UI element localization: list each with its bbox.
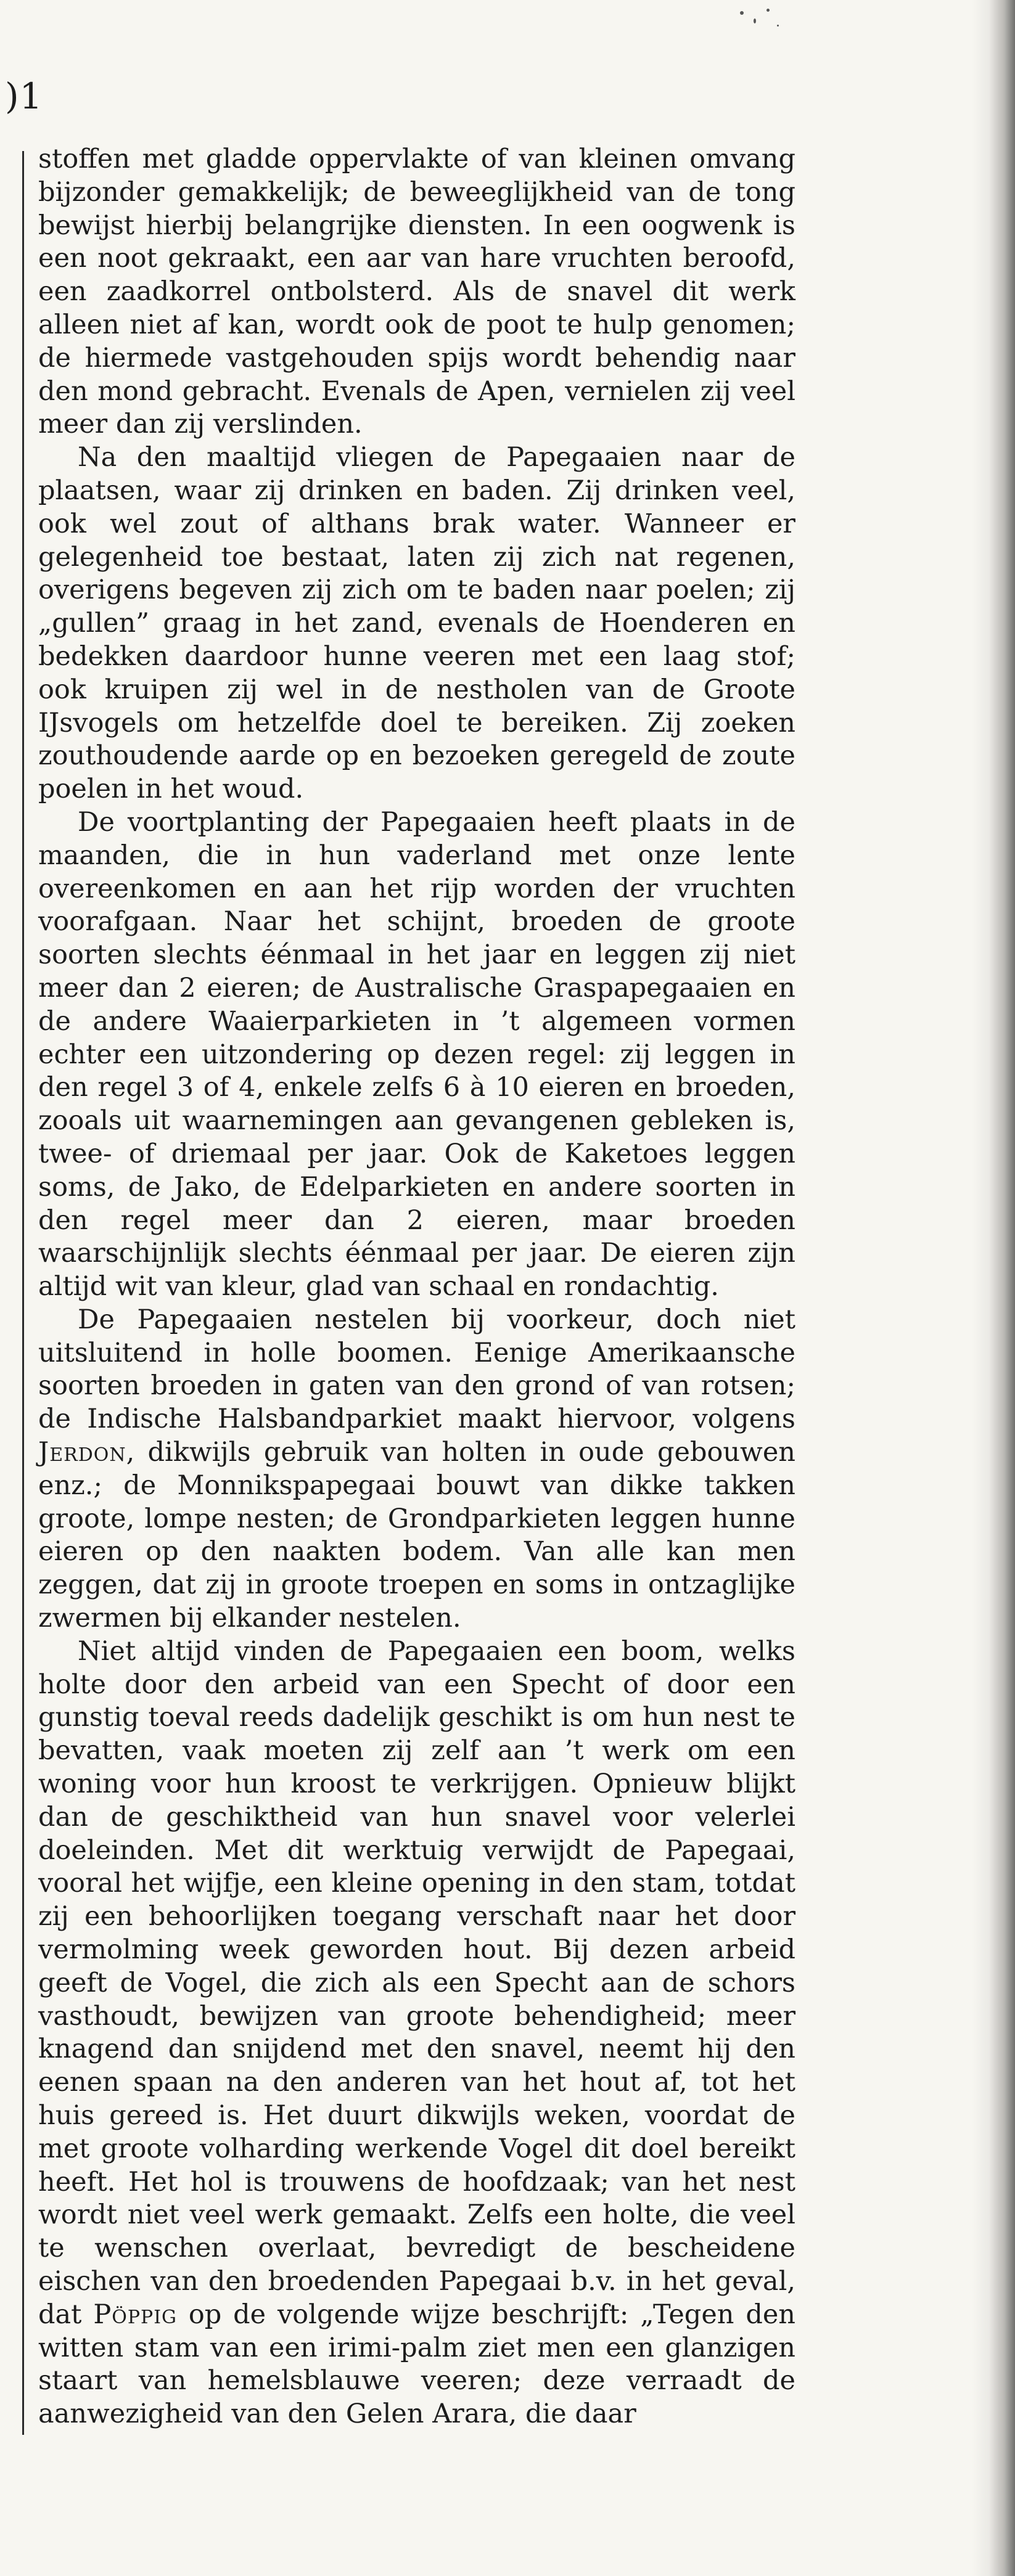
paragraph-text: stoffen met gladde oppervlakte of van kleinen omvang bijzonder gemakkelijk; de beweeglijkheid van de tong bewijst hierbij belangrijke diensten. In een oogwenk is een noot gekraakt, een aar van hare vruchten beroofd, een zaadkorrel ontbolsterd. Als de snavel dit werk alleen niet af kan, wordt ook de poot te hulp genomen; de hiermede vastgehouden spijs wordt behendig naar den mond gebracht. Evenals de Apen, vernielen zij veel meer dan zij verslinden. xyxy=(38,144,795,440)
paragraph-text: , dikwijls gebruik van holten in oude gebouwen enz.; de Monnikspapegaai bouwt van dikke takken groote, lompe nesten; de Grondparkieten leggen hunne eieren op den naakten bodem. Van alle kan men zeggen, dat zij in groote troepen en soms in ontzaglijke zwermen bij elkander nestelen. xyxy=(38,1437,795,1634)
print-speck xyxy=(766,9,770,12)
author-name: Jerdon xyxy=(38,1437,126,1468)
text-column xyxy=(38,143,795,2431)
paragraph-text: Niet altijd vinden de Papegaaien een boom, welks holte door den arbeid van een Specht of door een gunstig toeval reeds dadelijk geschikt is om hun nest te bevatten, vaak moeten zij zelf aan ’t werk om een woning voor hun kroost te verkrijgen. Opnieuw blijkt dan de geschiktheid van hun snavel voor velerlei doeleinden. Met dit werktuig verwijdt de Papegaai, vooral het wijfje, een kleine opening in den stam, totdat zij een behoorlijken toegang verschaft naar het door vermolming week geworden hout. Bij dezen arbeid geeft de Vogel, die zich als een Specht aan de schors vasthoudt, bewijzen van groote behendigheid; meer knagend dan snijdend met den snavel, neemt hij den eenen spaan na den anderen van het hout af, tot het huis gereed is. Het duurt dikwijls weken, voordat de met groote volharding werkende Vogel dit doel bereikt heeft. Het hol is trouwens de hoofdzaak; van het nest wordt niet veel werk gemaakt. Zelfs een holte, die veel te wenschen overlaat, bevredigt de bescheidene eischen van den broedenden Papegaai b.v. in het geval, dat xyxy=(38,1635,795,2330)
paragraph-text: De voortplanting der Papegaaien heeft plaats in de maanden, die in hun vaderland met onze lente overeenkomen en aan het rijp worden der vruchten voorafgaan. Naar het schijnt, broeden de groote soorten slechts éénmaal in het jaar en leggen zij niet meer dan 2 eieren; de Australische Graspapegaaien en de andere Waaierparkieten in ’t algemeen vormen echter een uitzondering op dezen regel: zij leggen in den regel 3 of 4, enkele zelfs 6 à 10 eieren en broeden, zooals uit waarnemingen aan gevangenen gebleken is, twee- of driemaal per jaar. Ook de Kaketoes leggen soms, de Jako, de Edelparkieten en andere soorten in den regel meer dan 2 eieren, maar broeden waarschijnlijk slechts éénmaal per jaar. De eieren zijn altijd wit van kleur, glad van schaal en rondachtig. xyxy=(38,806,795,1302)
print-speck xyxy=(740,11,744,15)
paragraph-text: op de volgende wijze beschrijft: „Tegen den witten stam van een irimi-palm ziet men een glanzigen staart van hemelsblauwe veeren; deze verraadt de aanwezigheid van den Gelen Arara, die daar xyxy=(38,2299,795,2430)
paragraph xyxy=(38,1304,795,1635)
paragraph-text: Na den maaltijd vliegen de Papegaaien naar de plaatsen, waar zij drinken en baden. Zij drinken veel, ook wel zout of althans brak water. Wanneer er gelegenheid toe bestaat, laten zij zich nat regenen, overigens begeven zij zich om te baden naar poelen; zij „gullen” graag in het zand, evenals de Hoenderen en bedekken daardoor hunne veeren met een laag stof; ook kruipen zij wel in de nestholen van de Groote IJsvogels om hetzelfde doel te bereiken. Zij zoeken zouthoudende aarde op en bezoeken geregeld de zoute poelen in het woud. xyxy=(38,442,795,805)
author-name: Pöppig xyxy=(93,2299,178,2330)
margin-rule xyxy=(22,151,24,2435)
paragraph xyxy=(38,441,795,806)
print-speck xyxy=(754,18,756,23)
paragraph xyxy=(38,143,795,441)
print-speck xyxy=(777,25,779,27)
page-number: )1 xyxy=(5,75,43,117)
paragraph xyxy=(38,1635,795,2431)
paragraph xyxy=(38,806,795,1304)
book-spine-shadow xyxy=(972,0,1015,2576)
paragraph-text: De Papegaaien nestelen bij voorkeur, doch niet uitsluitend in holle boomen. Eenige Amerikaansche soorten broeden in gaten van den grond of van rotsen; de Indische Halsbandparkiet maakt hiervoor, volgens xyxy=(38,1304,795,1435)
